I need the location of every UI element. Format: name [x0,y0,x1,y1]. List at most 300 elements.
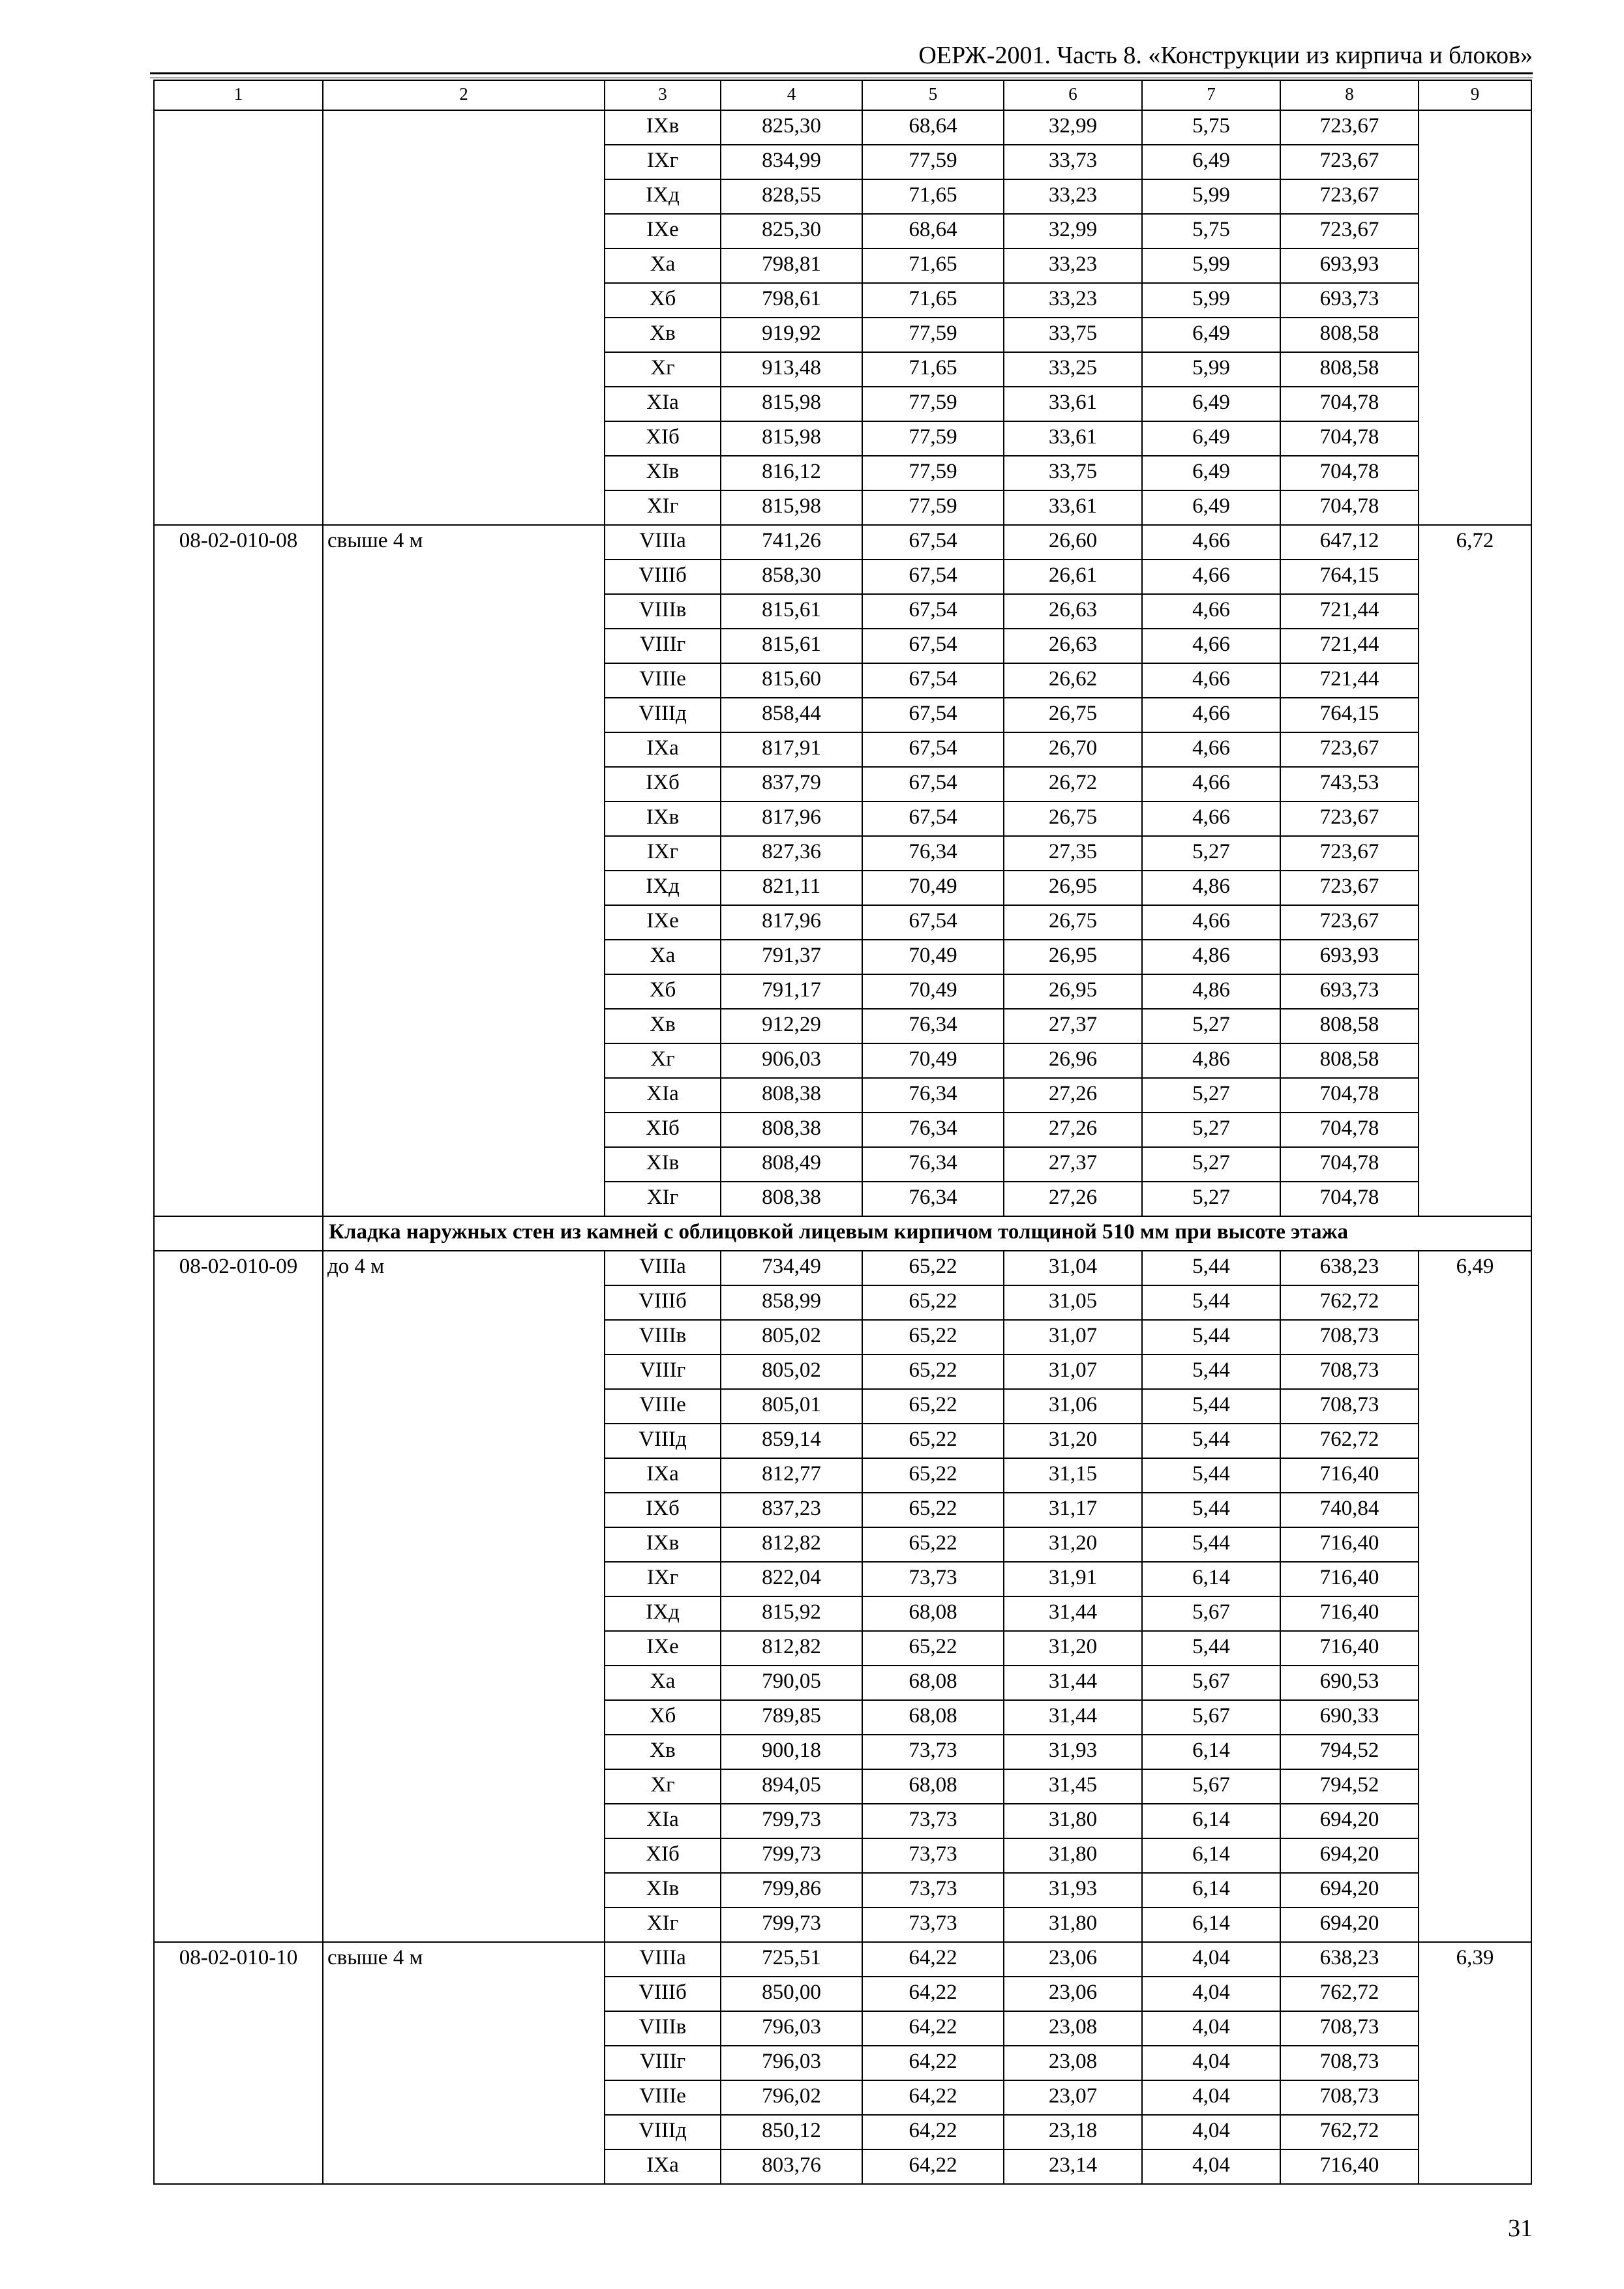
total-cost: 900,18 [721,1735,862,1769]
machinist-wages: 5,44 [1142,1458,1280,1493]
total-cost: 815,98 [721,421,862,456]
material-cost: 708,73 [1280,2080,1419,2115]
material-cost: 764,15 [1280,560,1419,594]
total-cost: 815,61 [721,629,862,663]
total-cost: 796,02 [721,2080,862,2115]
section-heading: Кладка наружных стен из камней с облицовкой лицевым кирпичом толщиной 510 мм при высоте этажа [323,1216,1531,1251]
machine-cost: 31,17 [1004,1493,1142,1527]
price-table [153,80,1532,2185]
material-cost: 694,20 [1280,1838,1419,1873]
machine-cost: 26,75 [1004,801,1142,836]
labor-cost: 77,59 [862,421,1004,456]
table-row [154,1251,1531,1285]
column-number: 5 [862,80,1004,110]
machine-cost: 31,44 [1004,1666,1142,1700]
machinist-wages: 5,99 [1142,248,1280,283]
column-number: 7 [1142,80,1280,110]
machinist-wages: 4,04 [1142,2011,1280,2046]
region-zone: IXа [605,1458,721,1493]
region-zone: XIа [605,1078,721,1113]
region-zone: VIIIг [605,629,721,663]
region-zone: VIIIв [605,2011,721,2046]
column-number: 6 [1004,80,1142,110]
total-cost: 815,60 [721,663,862,698]
labor-cost: 65,22 [862,1493,1004,1527]
labor-cost: 64,22 [862,2149,1004,2184]
material-cost: 721,44 [1280,629,1419,663]
region-zone: IXб [605,767,721,801]
total-cost: 817,96 [721,801,862,836]
material-cost: 723,67 [1280,871,1419,905]
machinist-wages: 5,27 [1142,1182,1280,1216]
material-cost: 708,73 [1280,2011,1419,2046]
machine-cost: 31,04 [1004,1251,1142,1285]
labor-cost: 73,73 [862,1838,1004,1873]
total-cost: 912,29 [721,1009,862,1043]
labor-cost: 65,22 [862,1424,1004,1458]
machine-cost: 26,63 [1004,629,1142,663]
machinist-wages: 6,14 [1142,1838,1280,1873]
total-cost: 812,82 [721,1527,862,1562]
total-cost: 822,04 [721,1562,862,1596]
table-row [154,525,1531,560]
machine-cost: 31,91 [1004,1562,1142,1596]
machinist-wages: 4,66 [1142,525,1280,560]
table-body [154,80,1531,2184]
total-cost: 808,38 [721,1113,862,1147]
total-cost: 803,76 [721,2149,862,2184]
machine-cost: 26,70 [1004,732,1142,767]
machinist-wages: 4,04 [1142,1977,1280,2011]
region-zone: VIIIб [605,1977,721,2011]
machine-cost: 33,73 [1004,145,1142,179]
region-zone: VIIIг [605,2046,721,2080]
machine-cost: 26,75 [1004,905,1142,940]
labor-cost: 68,08 [862,1596,1004,1631]
total-cost: 815,61 [721,594,862,629]
labor-cost: 77,59 [862,318,1004,352]
material-cost: 762,72 [1280,1424,1419,1458]
total-cost: 816,12 [721,456,862,490]
region-zone: XIб [605,1113,721,1147]
material-cost: 716,40 [1280,1631,1419,1666]
machinist-wages: 4,66 [1142,801,1280,836]
total-cost: 858,30 [721,560,862,594]
page-header [150,36,1533,75]
region-zone: IXв [605,110,721,145]
region-zone: Xа [605,1666,721,1700]
total-cost: 859,14 [721,1424,862,1458]
total-cost: 791,17 [721,974,862,1009]
labor-cost: 67,54 [862,629,1004,663]
machine-cost: 23,14 [1004,2149,1142,2184]
machinist-wages: 4,66 [1142,663,1280,698]
total-cost: 812,77 [721,1458,862,1493]
total-cost: 919,92 [721,318,862,352]
region-zone: IXа [605,732,721,767]
labor-cost: 67,54 [862,698,1004,732]
machinist-wages: 5,27 [1142,836,1280,871]
machinist-wages: 5,44 [1142,1527,1280,1562]
machine-cost: 33,61 [1004,387,1142,421]
total-cost: 834,99 [721,145,862,179]
machine-cost: 31,45 [1004,1769,1142,1804]
region-zone: Xа [605,940,721,974]
total-cost: 799,73 [721,1838,862,1873]
machinist-wages: 5,44 [1142,1424,1280,1458]
machine-cost: 33,23 [1004,283,1142,318]
rate-code: 08-02-010-10 [154,1942,323,2184]
machinist-wages: 6,14 [1142,1908,1280,1942]
region-zone: VIIIд [605,2115,721,2149]
material-cost: 704,78 [1280,387,1419,421]
total-cost: 796,03 [721,2046,862,2080]
region-zone: Xв [605,318,721,352]
material-cost: 723,67 [1280,110,1419,145]
machine-cost: 27,26 [1004,1113,1142,1147]
machinist-wages: 5,67 [1142,1666,1280,1700]
machinist-wages: 5,99 [1142,179,1280,214]
machinist-wages: 6,49 [1142,145,1280,179]
total-cost: 812,82 [721,1631,862,1666]
region-zone: IXв [605,801,721,836]
machine-cost: 26,95 [1004,871,1142,905]
material-cost: 723,67 [1280,145,1419,179]
machinist-wages: 4,04 [1142,1942,1280,1977]
machine-cost: 27,37 [1004,1147,1142,1182]
total-cost: 817,91 [721,732,862,767]
machinist-wages: 5,99 [1142,352,1280,387]
machine-cost: 33,25 [1004,352,1142,387]
region-zone: XIг [605,1182,721,1216]
material-cost: 716,40 [1280,1596,1419,1631]
region-zone: Xг [605,352,721,387]
material-cost: 693,73 [1280,283,1419,318]
labor-cost: 71,65 [862,179,1004,214]
region-zone: VIIIв [605,594,721,629]
rate-description: свыше 4 м [323,525,605,1216]
material-cost: 704,78 [1280,1147,1419,1182]
material-cost: 704,78 [1280,456,1419,490]
labor-cost: 65,22 [862,1354,1004,1389]
material-cost: 762,72 [1280,1285,1419,1320]
material-cost: 764,15 [1280,698,1419,732]
region-zone: VIIIа [605,525,721,560]
region-zone: IXг [605,836,721,871]
machinist-wages: 4,04 [1142,2080,1280,2115]
machine-cost: 31,80 [1004,1804,1142,1838]
labor-cost: 73,73 [862,1735,1004,1769]
labor-cost: 65,22 [862,1320,1004,1354]
header-rule-thick [150,72,1533,74]
material-cost: 794,52 [1280,1769,1419,1804]
total-cost: 799,86 [721,1873,862,1908]
machinist-wages: 5,44 [1142,1251,1280,1285]
material-cost: 721,44 [1280,663,1419,698]
total-cost: 827,36 [721,836,862,871]
machinist-wages: 6,49 [1142,387,1280,421]
labor-cost: 65,22 [862,1251,1004,1285]
machine-cost: 27,35 [1004,836,1142,871]
total-cost: 799,73 [721,1804,862,1838]
machine-cost: 31,93 [1004,1873,1142,1908]
machinist-wages: 4,04 [1142,2046,1280,2080]
machinist-wages: 5,44 [1142,1493,1280,1527]
machine-cost: 23,18 [1004,2115,1142,2149]
labor-hours: 6,49 [1419,1251,1531,1942]
total-cost: 808,49 [721,1147,862,1182]
machinist-wages: 4,86 [1142,940,1280,974]
material-cost: 808,58 [1280,318,1419,352]
machine-cost: 33,75 [1004,318,1142,352]
labor-cost: 64,22 [862,1977,1004,2011]
machinist-wages: 5,75 [1142,214,1280,248]
labor-cost: 67,54 [862,801,1004,836]
machinist-wages: 6,14 [1142,1804,1280,1838]
machine-cost: 31,15 [1004,1458,1142,1493]
material-cost: 708,73 [1280,2046,1419,2080]
labor-cost: 68,08 [862,1700,1004,1735]
machinist-wages: 4,04 [1142,2115,1280,2149]
region-zone: IXб [605,1493,721,1527]
region-zone: IXг [605,1562,721,1596]
region-zone: IXе [605,214,721,248]
material-cost: 716,40 [1280,1458,1419,1493]
machinist-wages: 4,04 [1142,2149,1280,2184]
region-zone: VIIIд [605,1424,721,1458]
labor-cost: 76,34 [862,836,1004,871]
material-cost: 704,78 [1280,490,1419,525]
machinist-wages: 6,49 [1142,456,1280,490]
labor-cost: 73,73 [862,1873,1004,1908]
total-cost: 828,55 [721,179,862,214]
column-number: 2 [323,80,605,110]
material-cost: 723,67 [1280,836,1419,871]
material-cost: 808,58 [1280,1043,1419,1078]
material-cost: 723,67 [1280,905,1419,940]
total-cost: 815,98 [721,387,862,421]
machinist-wages: 5,27 [1142,1147,1280,1182]
region-zone: Xа [605,248,721,283]
region-zone: XIб [605,1838,721,1873]
labor-cost: 70,49 [862,1043,1004,1078]
machinist-wages: 6,14 [1142,1735,1280,1769]
total-cost: 850,12 [721,2115,862,2149]
machine-cost: 33,75 [1004,456,1142,490]
machinist-wages: 6,49 [1142,421,1280,456]
labor-cost: 65,22 [862,1527,1004,1562]
machine-cost: 32,99 [1004,110,1142,145]
column-number: 8 [1280,80,1419,110]
total-cost: 798,81 [721,248,862,283]
machinist-wages: 4,66 [1142,732,1280,767]
machinist-wages: 4,86 [1142,871,1280,905]
labor-cost: 71,65 [862,352,1004,387]
machine-cost: 31,44 [1004,1596,1142,1631]
material-cost: 743,53 [1280,767,1419,801]
material-cost: 708,73 [1280,1320,1419,1354]
region-zone: VIIIе [605,1389,721,1424]
labor-cost: 65,22 [862,1631,1004,1666]
machine-cost: 32,99 [1004,214,1142,248]
machine-cost: 26,72 [1004,767,1142,801]
material-cost: 704,78 [1280,1078,1419,1113]
labor-cost: 64,22 [862,2115,1004,2149]
table-row [154,110,1531,145]
machine-cost: 23,07 [1004,2080,1142,2115]
machinist-wages: 5,67 [1142,1700,1280,1735]
region-zone: VIIIб [605,560,721,594]
labor-cost: 70,49 [862,974,1004,1009]
labor-cost: 71,65 [862,248,1004,283]
region-zone: XIб [605,421,721,456]
labor-cost: 73,73 [862,1908,1004,1942]
machine-cost: 23,08 [1004,2046,1142,2080]
total-cost: 789,85 [721,1700,862,1735]
material-cost: 693,93 [1280,940,1419,974]
labor-cost: 76,34 [862,1078,1004,1113]
rate-description [323,110,605,525]
labor-cost: 67,54 [862,663,1004,698]
column-number: 1 [154,80,323,110]
column-number: 3 [605,80,721,110]
total-cost: 808,38 [721,1078,862,1113]
machinist-wages: 6,49 [1142,490,1280,525]
machinist-wages: 5,67 [1142,1596,1280,1631]
machine-cost: 31,93 [1004,1735,1142,1769]
labor-cost: 71,65 [862,283,1004,318]
total-cost: 815,98 [721,490,862,525]
material-cost: 708,73 [1280,1354,1419,1389]
machinist-wages: 4,66 [1142,767,1280,801]
labor-cost: 65,22 [862,1285,1004,1320]
labor-cost: 76,34 [862,1113,1004,1147]
machinist-wages: 5,99 [1142,283,1280,318]
total-cost: 805,02 [721,1354,862,1389]
total-cost: 858,99 [721,1285,862,1320]
region-zone: VIIIе [605,663,721,698]
section-heading-row [154,1216,1531,1251]
machinist-wages: 4,66 [1142,905,1280,940]
machine-cost: 26,60 [1004,525,1142,560]
total-cost: 790,05 [721,1666,862,1700]
labor-cost: 64,22 [862,2080,1004,2115]
total-cost: 741,26 [721,525,862,560]
machine-cost: 31,06 [1004,1389,1142,1424]
rate-code: 08-02-010-08 [154,525,323,1216]
machinist-wages: 4,66 [1142,629,1280,663]
total-cost: 913,48 [721,352,862,387]
labor-cost: 76,34 [862,1009,1004,1043]
machinist-wages: 4,66 [1142,698,1280,732]
material-cost: 740,84 [1280,1493,1419,1527]
labor-cost: 77,59 [862,490,1004,525]
section-code-cell [154,1216,323,1251]
region-zone: VIIIа [605,1251,721,1285]
machinist-wages: 5,44 [1142,1631,1280,1666]
labor-cost: 70,49 [862,940,1004,974]
labor-cost: 68,08 [862,1666,1004,1700]
machine-cost: 23,06 [1004,1977,1142,2011]
region-zone: Xг [605,1043,721,1078]
material-cost: 647,12 [1280,525,1419,560]
material-cost: 693,73 [1280,974,1419,1009]
labor-cost: 64,22 [862,2046,1004,2080]
region-zone: XIв [605,1147,721,1182]
labor-hours: 6,39 [1419,1942,1531,2184]
total-cost: 796,03 [721,2011,862,2046]
machinist-wages: 6,14 [1142,1562,1280,1596]
column-number: 9 [1419,80,1531,110]
machine-cost: 27,26 [1004,1078,1142,1113]
rate-description: свыше 4 м [323,1942,605,2184]
machinist-wages: 6,49 [1142,318,1280,352]
labor-cost: 67,54 [862,732,1004,767]
region-zone: VIIIб [605,1285,721,1320]
total-cost: 837,23 [721,1493,862,1527]
labor-cost: 67,54 [862,525,1004,560]
machine-cost: 26,95 [1004,974,1142,1009]
material-cost: 723,67 [1280,801,1419,836]
region-zone: IXд [605,871,721,905]
labor-cost: 76,34 [862,1147,1004,1182]
region-zone: VIIIв [605,1320,721,1354]
machine-cost: 31,20 [1004,1527,1142,1562]
table-row [154,1942,1531,1977]
labor-cost: 68,08 [862,1769,1004,1804]
material-cost: 694,20 [1280,1804,1419,1838]
labor-cost: 64,22 [862,2011,1004,2046]
machinist-wages: 5,44 [1142,1354,1280,1389]
region-zone: VIIIе [605,2080,721,2115]
rate-code: 08-02-010-09 [154,1251,323,1942]
labor-cost: 67,54 [862,767,1004,801]
region-zone: XIа [605,387,721,421]
labor-cost: 77,59 [862,387,1004,421]
machinist-wages: 5,44 [1142,1285,1280,1320]
machine-cost: 26,95 [1004,940,1142,974]
labor-cost: 76,34 [862,1182,1004,1216]
machinist-wages: 4,66 [1142,594,1280,629]
material-cost: 708,73 [1280,1389,1419,1424]
total-cost: 825,30 [721,110,862,145]
page-number: 31 [1508,2215,1533,2242]
region-zone: IXа [605,2149,721,2184]
material-cost: 716,40 [1280,1562,1419,1596]
region-zone: Xб [605,974,721,1009]
total-cost: 799,73 [721,1908,862,1942]
material-cost: 693,93 [1280,248,1419,283]
region-zone: Xб [605,1700,721,1735]
region-zone: Xг [605,1769,721,1804]
material-cost: 690,53 [1280,1666,1419,1700]
machinist-wages: 4,66 [1142,560,1280,594]
total-cost: 725,51 [721,1942,862,1977]
machinist-wages: 6,14 [1142,1873,1280,1908]
machine-cost: 27,26 [1004,1182,1142,1216]
column-number-row [154,80,1531,110]
region-zone: VIIIг [605,1354,721,1389]
machine-cost: 31,80 [1004,1908,1142,1942]
labor-cost: 73,73 [862,1562,1004,1596]
machine-cost: 27,37 [1004,1009,1142,1043]
column-number: 4 [721,80,862,110]
material-cost: 694,20 [1280,1873,1419,1908]
region-zone: IXе [605,905,721,940]
machine-cost: 23,08 [1004,2011,1142,2046]
region-zone: XIв [605,456,721,490]
material-cost: 762,72 [1280,1977,1419,2011]
